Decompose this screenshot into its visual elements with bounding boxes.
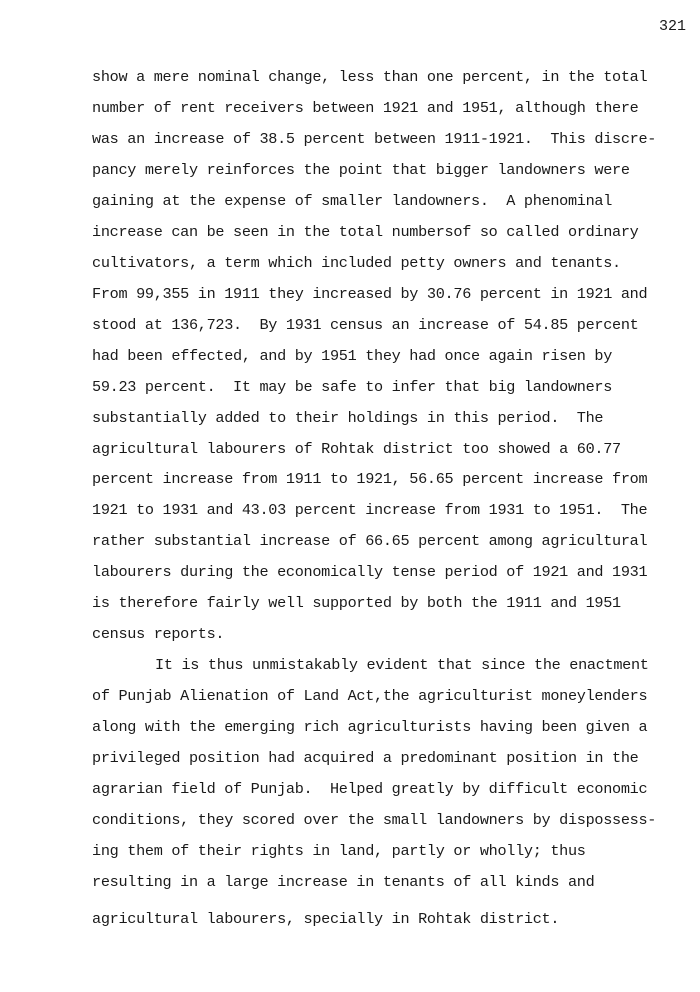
text-line: had been effected, and by 1951 they had once again risen by	[92, 347, 613, 365]
text-line: privileged position had acquired a predominant position in the	[92, 749, 639, 767]
text-line: cultivators, a term which included petty owners and tenants.	[92, 254, 621, 272]
text-line: increase can be seen in the total numbersof so called ordinary	[92, 223, 639, 241]
text-line: along with the emerging rich agriculturists having been given a	[92, 718, 648, 736]
text-line: conditions, they scored over the small landowners by dispossess-	[92, 811, 657, 829]
text-line: was an increase of 38.5 percent between 1911-1921. This discre-	[92, 130, 657, 148]
text-line: percent increase from 1911 to 1921, 56.65 percent increase from	[92, 470, 648, 488]
page-number: 321	[658, 18, 686, 35]
text-line: census reports.	[92, 625, 225, 643]
text-line: labourers during the economically tense period of 1921 and 1931	[92, 563, 648, 581]
text-line: 1921 to 1931 and 43.03 percent increase from 1931 to 1951. The	[92, 501, 648, 519]
text-line: substantially added to their holdings in this period. The	[92, 409, 604, 427]
text-line: gaining at the expense of smaller landowners. A phenominal	[92, 192, 613, 210]
text-line: resulting in a large increase in tenants of all kinds and	[92, 873, 595, 891]
text-line: is therefore fairly well supported by both the 1911 and 1951	[92, 594, 621, 612]
text-line: agrarian field of Punjab. Helped greatly by difficult economic	[92, 780, 648, 798]
text-line: number of rent receivers between 1921 and 1951, although there	[92, 99, 639, 117]
text-line: show a mere nominal change, less than one percent, in the total	[92, 68, 648, 86]
text-line: agricultural labourers of Rohtak district too showed a 60.77	[92, 440, 621, 458]
text-line: rather substantial increase of 66.65 percent among agricultural	[92, 532, 648, 550]
text-line: stood at 136,723. By 1931 census an increase of 54.85 percent	[92, 316, 639, 334]
text-line: agricultural labourers, specially in Rohtak district.	[92, 910, 560, 928]
text-line: pancy merely reinforces the point that bigger landowners were	[92, 161, 630, 179]
text-line: ing them of their rights in land, partly or wholly; thus	[92, 842, 586, 860]
text-line: 59.23 percent. It may be safe to infer that big landowners	[92, 378, 613, 396]
text-line: From 99,355 in 1911 they increased by 30.76 percent in 1921 and	[92, 285, 648, 303]
text-line: of Punjab Alienation of Land Act,the agriculturist moneylenders	[92, 687, 648, 705]
text-line: It is thus unmistakably evident that since the enactment	[155, 656, 649, 674]
